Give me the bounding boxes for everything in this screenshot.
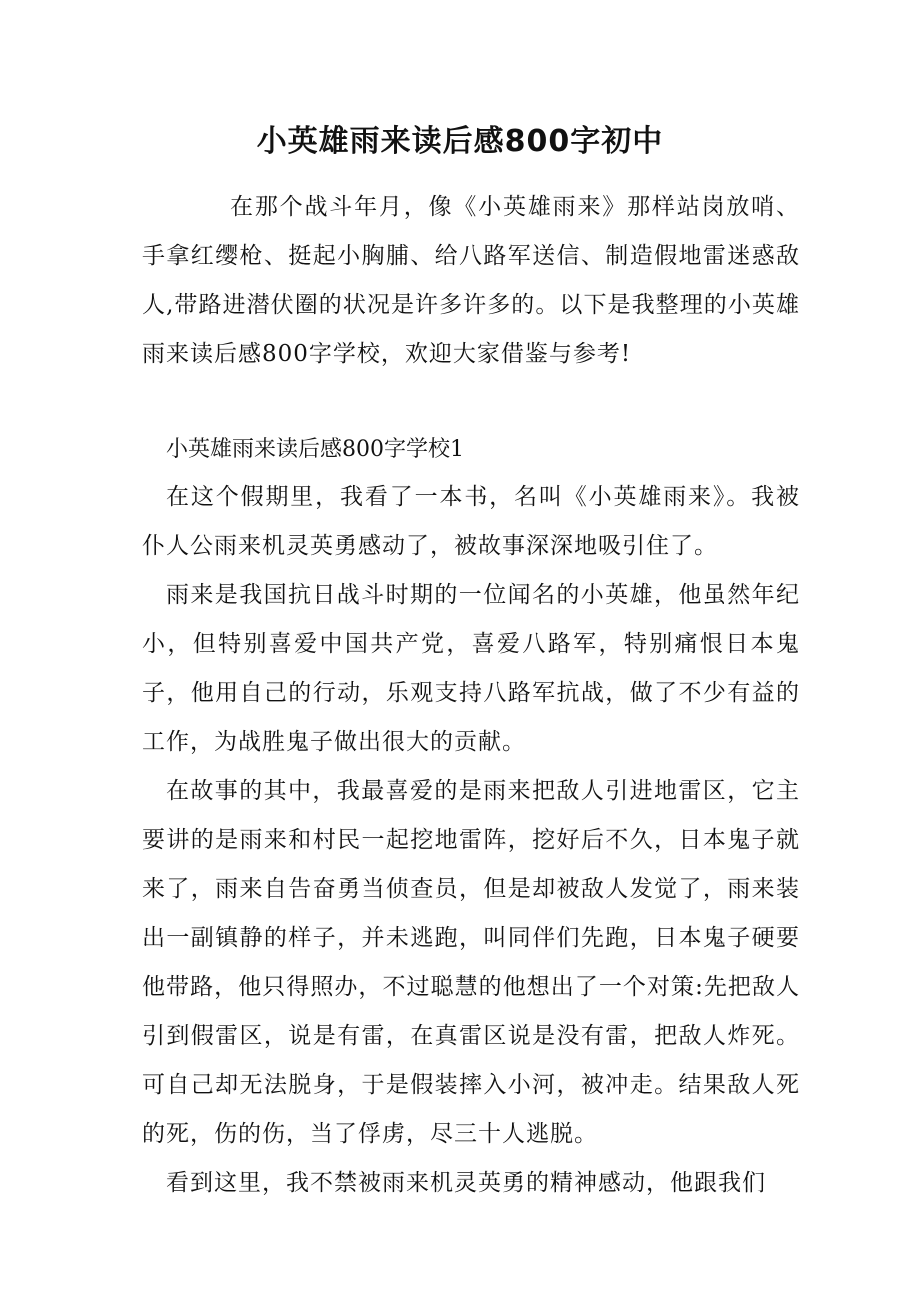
body-paragraph: 看到这里，我不禁被雨来机灵英勇的精神感动，他跟我们	[166, 1170, 766, 1196]
body-paragraph: 雨来是我国抗日战斗时期的一位闻名的小英雄，他虽然年纪小，但特别喜爱中国共产党，喜爱八路军，特别痛恨日本鬼子，他用自己的行动，乐观支持八路军抗战，做了不少有益的工作，为战胜鬼子做出很大的贡献。	[142, 582, 800, 755]
body-paragraph: 在故事的其中，我最喜爱的是雨来把敌人引进地雷区，它主要讲的是雨来和村民一起挖地雷阵，挖好后不久，日本鬼子就来了，雨来自告奋勇当侦查员，但是却被敌人发觉了，雨来装出一副镇静的样子，并未逃跑，叫同伴们先跑，日本鬼子硬要他带路，他只得照办，不过聪慧的他想出了一个对策:先把敌人引到假雷区，说是有雷，在真雷区说是没有雷，把敌人炸死。可自己却无法脱身，于是假装摔入小河，被冲走。结果敌人死的死，伤的伤，当了俘虏，尽三十人逃脱。	[142, 778, 800, 1147]
body-paragraph: 在这个假期里，我看了一本书，名叫《小英雄雨来》。我被仆人公雨来机灵英勇感动了，被故事深深地吸引住了。	[142, 484, 800, 559]
intro-paragraph: 在那个战斗年月，像《小英雄雨来》那样站岗放哨、手拿红缨枪、挺起小胸脯、给八路军送信、制造假地雷迷惑敌人,带路进潜伏圈的状况是许多许多的。以下是我整理的小英雄雨来读后感800字学校，欢迎大家借鉴与参考!	[142, 194, 800, 367]
section-heading: 小英雄雨来读后感800字学校1	[166, 437, 464, 462]
section-body	[142, 473, 800, 1208]
document-title: 小英雄雨来读后感800字初中	[256, 124, 664, 159]
